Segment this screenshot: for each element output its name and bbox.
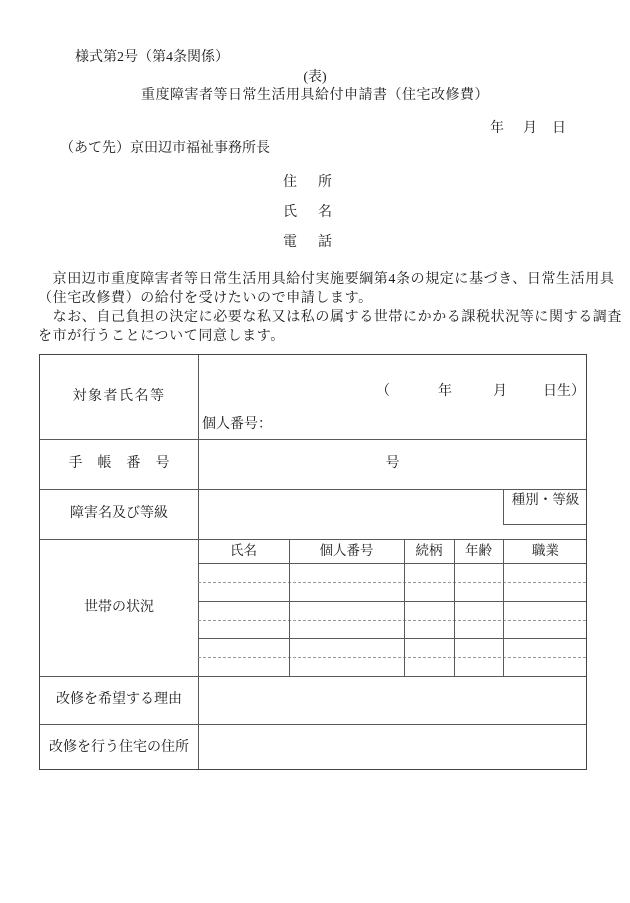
intro-paragraph-line: なお、自己負担の決定に必要な私又は私の属する世帯にかかる課税状況等に関する調査 (38, 310, 622, 325)
contact-field-address (283, 176, 332, 190)
grade-box-divider (503, 524, 586, 525)
grade-type-label: 種別・等級 (511, 492, 580, 507)
renovation-address-label: 改修を行う住宅の住所 (49, 739, 189, 755)
notebook-number-unit: 号 (385, 456, 400, 471)
contact-field-phone-label2: 話 (318, 235, 332, 250)
household-column-header-name: 氏名 (230, 543, 257, 559)
form-number: 様式第2号（第4条関係） (75, 50, 229, 65)
birth-date-day-suffix: 日生） (543, 384, 585, 399)
household-column-header-age: 年齢 (465, 543, 492, 559)
issue-date-year-label: 年 (490, 121, 504, 136)
intro-paragraph-line: 京田辺市重度障害者等日常生活用具給付実施要綱第4条の規定に基づき、日常生活用具 (38, 272, 615, 287)
contact-field-address-label2: 所 (318, 175, 332, 190)
contact-field-name-label: 氏 (283, 205, 297, 220)
contact-field-phone-label: 電 (283, 235, 297, 250)
issue-date-day-label: 日 (552, 121, 566, 136)
birth-date-year-label: 年 (438, 384, 452, 399)
personal-number-label: 個人番号： (202, 417, 272, 432)
household-status-label: 世帯の状況 (84, 599, 154, 615)
household-row-divider-dotted (198, 657, 586, 658)
contact-field-address-label: 住 (283, 175, 297, 190)
issue-date-month-label: 月 (523, 121, 537, 136)
household-row-divider (198, 638, 586, 639)
application-table (39, 354, 587, 770)
applicant-name-label: 対象者氏名等 (72, 389, 166, 404)
household-row-divider-dotted (198, 582, 586, 583)
renovation-address-input-area (200, 726, 585, 769)
document-title: 重度障害者等日常生活用具給付申請書（住宅改修費） (141, 88, 489, 103)
contact-field-name-label2: 名 (318, 205, 332, 220)
renovation-reason-input-area (200, 678, 585, 722)
disability-name-input-area (200, 491, 500, 537)
intro-paragraph-line: （住宅改修費）の給付を受けたいので申請します。 (38, 291, 373, 306)
intro-paragraph-line: を市が行うことについて同意します。 (38, 329, 285, 344)
renovation-reason-label: 改修を希望する理由 (56, 692, 182, 707)
household-column-header-job: 職業 (532, 543, 559, 559)
addressee: （あて先）京田辺市福祉事務所長 (60, 141, 270, 156)
birth-date-open-paren: （ (376, 384, 390, 399)
side-indicator: (表) (303, 70, 327, 85)
household-column-header-relation: 続柄 (415, 543, 443, 559)
disability-grade-label: 障害名及び等級 (70, 506, 168, 521)
household-column-header-number: 個人番号 (319, 543, 374, 559)
household-header-divider (198, 563, 586, 564)
household-row-divider (198, 601, 586, 602)
birth-date-month-label: 月 (493, 384, 507, 399)
household-row-divider-dotted (198, 620, 586, 621)
notebook-number-label (40, 439, 198, 489)
notebook-number-label-text: 手帳番号 (68, 456, 185, 471)
applicant-name-input-area (200, 357, 370, 417)
contact-field-name (283, 206, 332, 220)
contact-field-phone (283, 236, 332, 250)
